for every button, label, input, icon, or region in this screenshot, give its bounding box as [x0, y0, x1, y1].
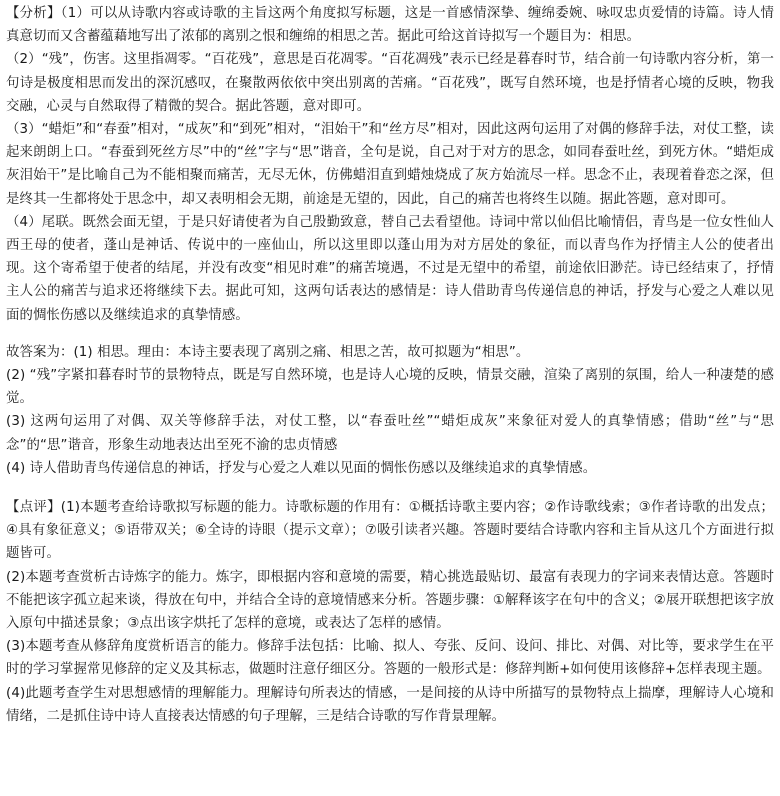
- answer-section: [6, 341, 774, 480]
- review-section: [6, 496, 774, 728]
- review-paragraph-4: (4)此题考查学生对思想感情的理解能力。理解诗句所表达的情感，一是间接的从诗中所描写的景物特点上揣摩，理解诗人心境和情绪，二是抓住诗中诗人直接表达情感的句子理解，三是结合诗歌的写作背景理解。: [6, 685, 774, 724]
- review-paragraph-3: (3)本题考查从修辞角度赏析语言的能力。修辞手法包括：比喻、拟人、夸张、反问、设问、排比、对偶、对比等，要求学生在平时的学习掌握常见修辞的定义及其标志，做题时注意仔细区分。答题的一般形式是：修辞判断+如何使用该修辞+怎样表现主题。: [6, 639, 774, 678]
- review-paragraph-2: (2)本题考查赏析古诗炼字的能力。炼字，即根据内容和意境的需要，精心挑选最贴切、最富有表现力的字词来表情达意。答题时不能把该字孤立起来谈，得放在句中，并结合全诗的意境情感来分析。答题步骤：①解释该字在句中的含义；②展开联想把该字放入原句中描述景象；③点出该字烘托了怎样的意境，或表达了怎样的感情。: [6, 569, 774, 632]
- analysis-section: [6, 2, 774, 327]
- answer-paragraph-3: (3) 这两句运用了对偶、双关等修辞手法，对仗工整，以“春蚕吐丝”“蜡炬成灰”来象征对爱人的真挚情感；借助“丝”与“思念”的“思”谐音，形象生动地表达出至死不渝的忠贞情感: [6, 414, 774, 453]
- analysis-paragraph-1: 【分析】（1）可以从诗歌内容或诗歌的主旨这两个角度拟写标题，这是一首感情深挚、缠绵委婉、咏叹忠贞爱情的诗篇。诗人情真意切而又含蓄蕴藉地写出了浓郁的离别之恨和缠绵的相思之苦。据此可给这首诗拟写一个题目为：相思。: [6, 6, 774, 45]
- analysis-paragraph-3: （3）“蜡炬”和“春蚕”相对，“成灰”和“到死”相对，“泪始干”和“丝方尽”相对，因此这两句运用了对偶的修辞手法，对仗工整，读起来朗朗上口。“春蚕到死丝方尽”中的“丝”字与“思”谐音，全句是说，自己对于对方的思念，如同春蚕吐丝，到死方休。“蜡炬成灰泪始干”是比喻自己为不能相聚而痛苦，无尽无休，仿佛蜡泪直到蜡烛烧成了灰方始流尽一样。思念不止，表现着眷恋之深，但是终其一生都将处于思念中，却又表明相会无期，前途是无望的，因此，自己的痛苦也将终生以随。据此答题，意对即可。: [6, 122, 774, 207]
- analysis-paragraph-4: （4）尾联。既然会面无望，于是只好请使者为自己殷勤致意，替自己去看望他。诗词中常以仙侣比喻情侣，青鸟是一位女性仙人西王母的使者，蓬山是神话、传说中的一座仙山，所以这里即以蓬山用为对方居处的象征，而以青鸟作为抒情主人公的使者出现。这个寄希望于使者的结尾，并没有改变“相见时难”的痛苦境遇，不过是无望中的希望，前途依旧渺茫。诗已经结束了，抒情主人公的痛苦与追求还将继续下去。据此可知，这两句话表达的感情是：诗人借助青鸟传递信息的神话，抒发与心爱之人难以见面的惆怅伤感以及继续追求的真挚情感。: [6, 214, 774, 323]
- analysis-paragraph-2: （2）“残”，伤害。这里指凋零。“百花残”，意思是百花凋零。“百花凋残”表示已经是暮春时节，结合前一句诗歌内容分析，第一句诗是极度相思而发出的深沉感叹，在聚散两依依中突出别离的苦痛。“百花残”，既写自然环境，也是抒情者心境的反映，物我交融，心灵与自然取得了精微的契合。据此答题，意对即可。: [6, 52, 774, 114]
- answer-paragraph-4: (4) 诗人借助青鸟传递信息的神话，抒发与心爱之人难以见面的惆怅伤感以及继续追求的真挚情感。: [6, 460, 597, 476]
- review-paragraph-1: 【点评】(1)本题考查给诗歌拟写标题的能力。诗歌标题的作用有：①概括诗歌主要内容；②作诗歌线索；③作者诗歌的出发点；④具有象征意义；⑤语带双关；⑥全诗的诗眼（提示文章）；⑦吸引读者兴趣。答题时要结合诗歌内容和主旨从这几个方面进行拟题皆可。: [6, 500, 774, 562]
- answer-paragraph-1: 故答案为：(1) 相思。理由：本诗主要表现了离别之痛、相思之苦，故可拟题为“相思”。: [6, 344, 530, 360]
- answer-paragraph-2: (2) “残”字紧扣暮春时节的景物特点，既是写自然环境，也是诗人心境的反映，情景交融，渲染了离别的氛围，给人一种凄楚的感觉。: [6, 368, 774, 407]
